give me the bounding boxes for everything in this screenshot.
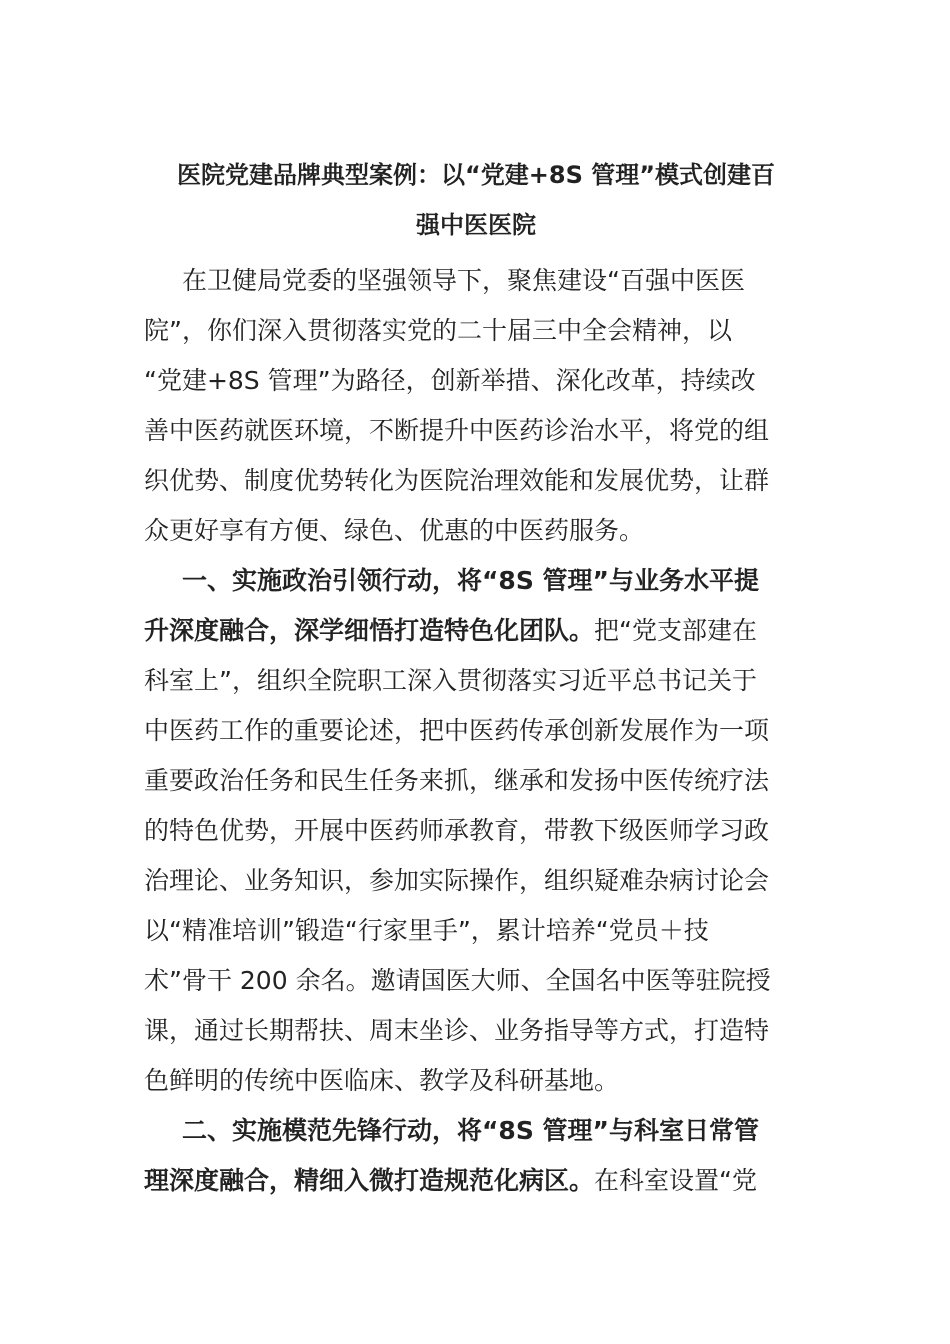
paragraph-line: 中医药工作的重要论述，把中医药传承创新发展作为一项 bbox=[144, 716, 770, 745]
document-title bbox=[144, 150, 808, 250]
section-two-heading: 二、实施模范先锋行动，将“8S 管理”与科室日常管 bbox=[182, 1116, 759, 1145]
section-one-heading-continued: 升深度融合，深学细悟打造特色化团队。 bbox=[144, 616, 595, 645]
section-one-text-start: 把“党支部建在 bbox=[594, 616, 757, 645]
section-two-text-start: 在科室设置“党 bbox=[594, 1166, 757, 1195]
paragraph-line: 重要政治任务和民生任务来抓，继承和发扬中医传统疗法 bbox=[144, 766, 770, 795]
paragraph-line: “党建+8S 管理”为路径，创新举措、深化改革，持续改 bbox=[144, 366, 756, 395]
paragraph-line: 术”骨干 200 余名。邀请国医大师、全国名中医等驻院授 bbox=[144, 966, 771, 995]
paragraph-line: 科室上”，组织全院职工深入贯彻落实习近平总书记关于 bbox=[144, 666, 757, 695]
paragraph-line: 的特色优势，开展中医药师承教育，带教下级医师学习政 bbox=[144, 816, 770, 845]
paragraph-line: 众更好享有方便、绿色、优惠的中医药服务。 bbox=[144, 516, 645, 545]
paragraph-line: 院”，你们深入贯彻落实党的二十届三中全会精神，以 bbox=[144, 316, 732, 345]
paragraph-line bbox=[144, 1156, 808, 1206]
intro-paragraph bbox=[144, 256, 808, 556]
section-one-paragraph bbox=[144, 556, 808, 1106]
title-line: 强中医医院 bbox=[416, 211, 536, 239]
paragraph-line: 在卫健局党委的坚强领导下，聚焦建设“百强中医医 bbox=[182, 266, 745, 295]
paragraph-line: 善中医药就医环境，不断提升中医药诊治水平，将党的组 bbox=[144, 416, 770, 445]
section-one-heading: 一、实施政治引领行动，将“8S 管理”与业务水平提 bbox=[182, 566, 759, 595]
paragraph-line: 色鲜明的传统中医临床、教学及科研基地。 bbox=[144, 1066, 620, 1095]
paragraph-line: 以“精准培训”锻造“行家里手”，累计培养“党员＋技 bbox=[144, 916, 709, 945]
section-two-heading-continued: 理深度融合，精细入微打造规范化病区。 bbox=[144, 1166, 595, 1195]
paragraph-line: 课，通过长期帮扶、周末坐诊、业务指导等方式，打造特 bbox=[144, 1016, 770, 1045]
paragraph-line: 治理论、业务知识，参加实际操作，组织疑难杂病讨论会 bbox=[144, 866, 770, 895]
title-line: 医院党建品牌典型案例：以“党建+8S 管理”模式创建百 bbox=[177, 161, 775, 189]
paragraph-line bbox=[144, 606, 808, 656]
document-page bbox=[144, 150, 808, 1206]
paragraph-line: 织优势、制度优势转化为医院治理效能和发展优势，让群 bbox=[144, 466, 770, 495]
section-two-paragraph bbox=[144, 1106, 808, 1206]
